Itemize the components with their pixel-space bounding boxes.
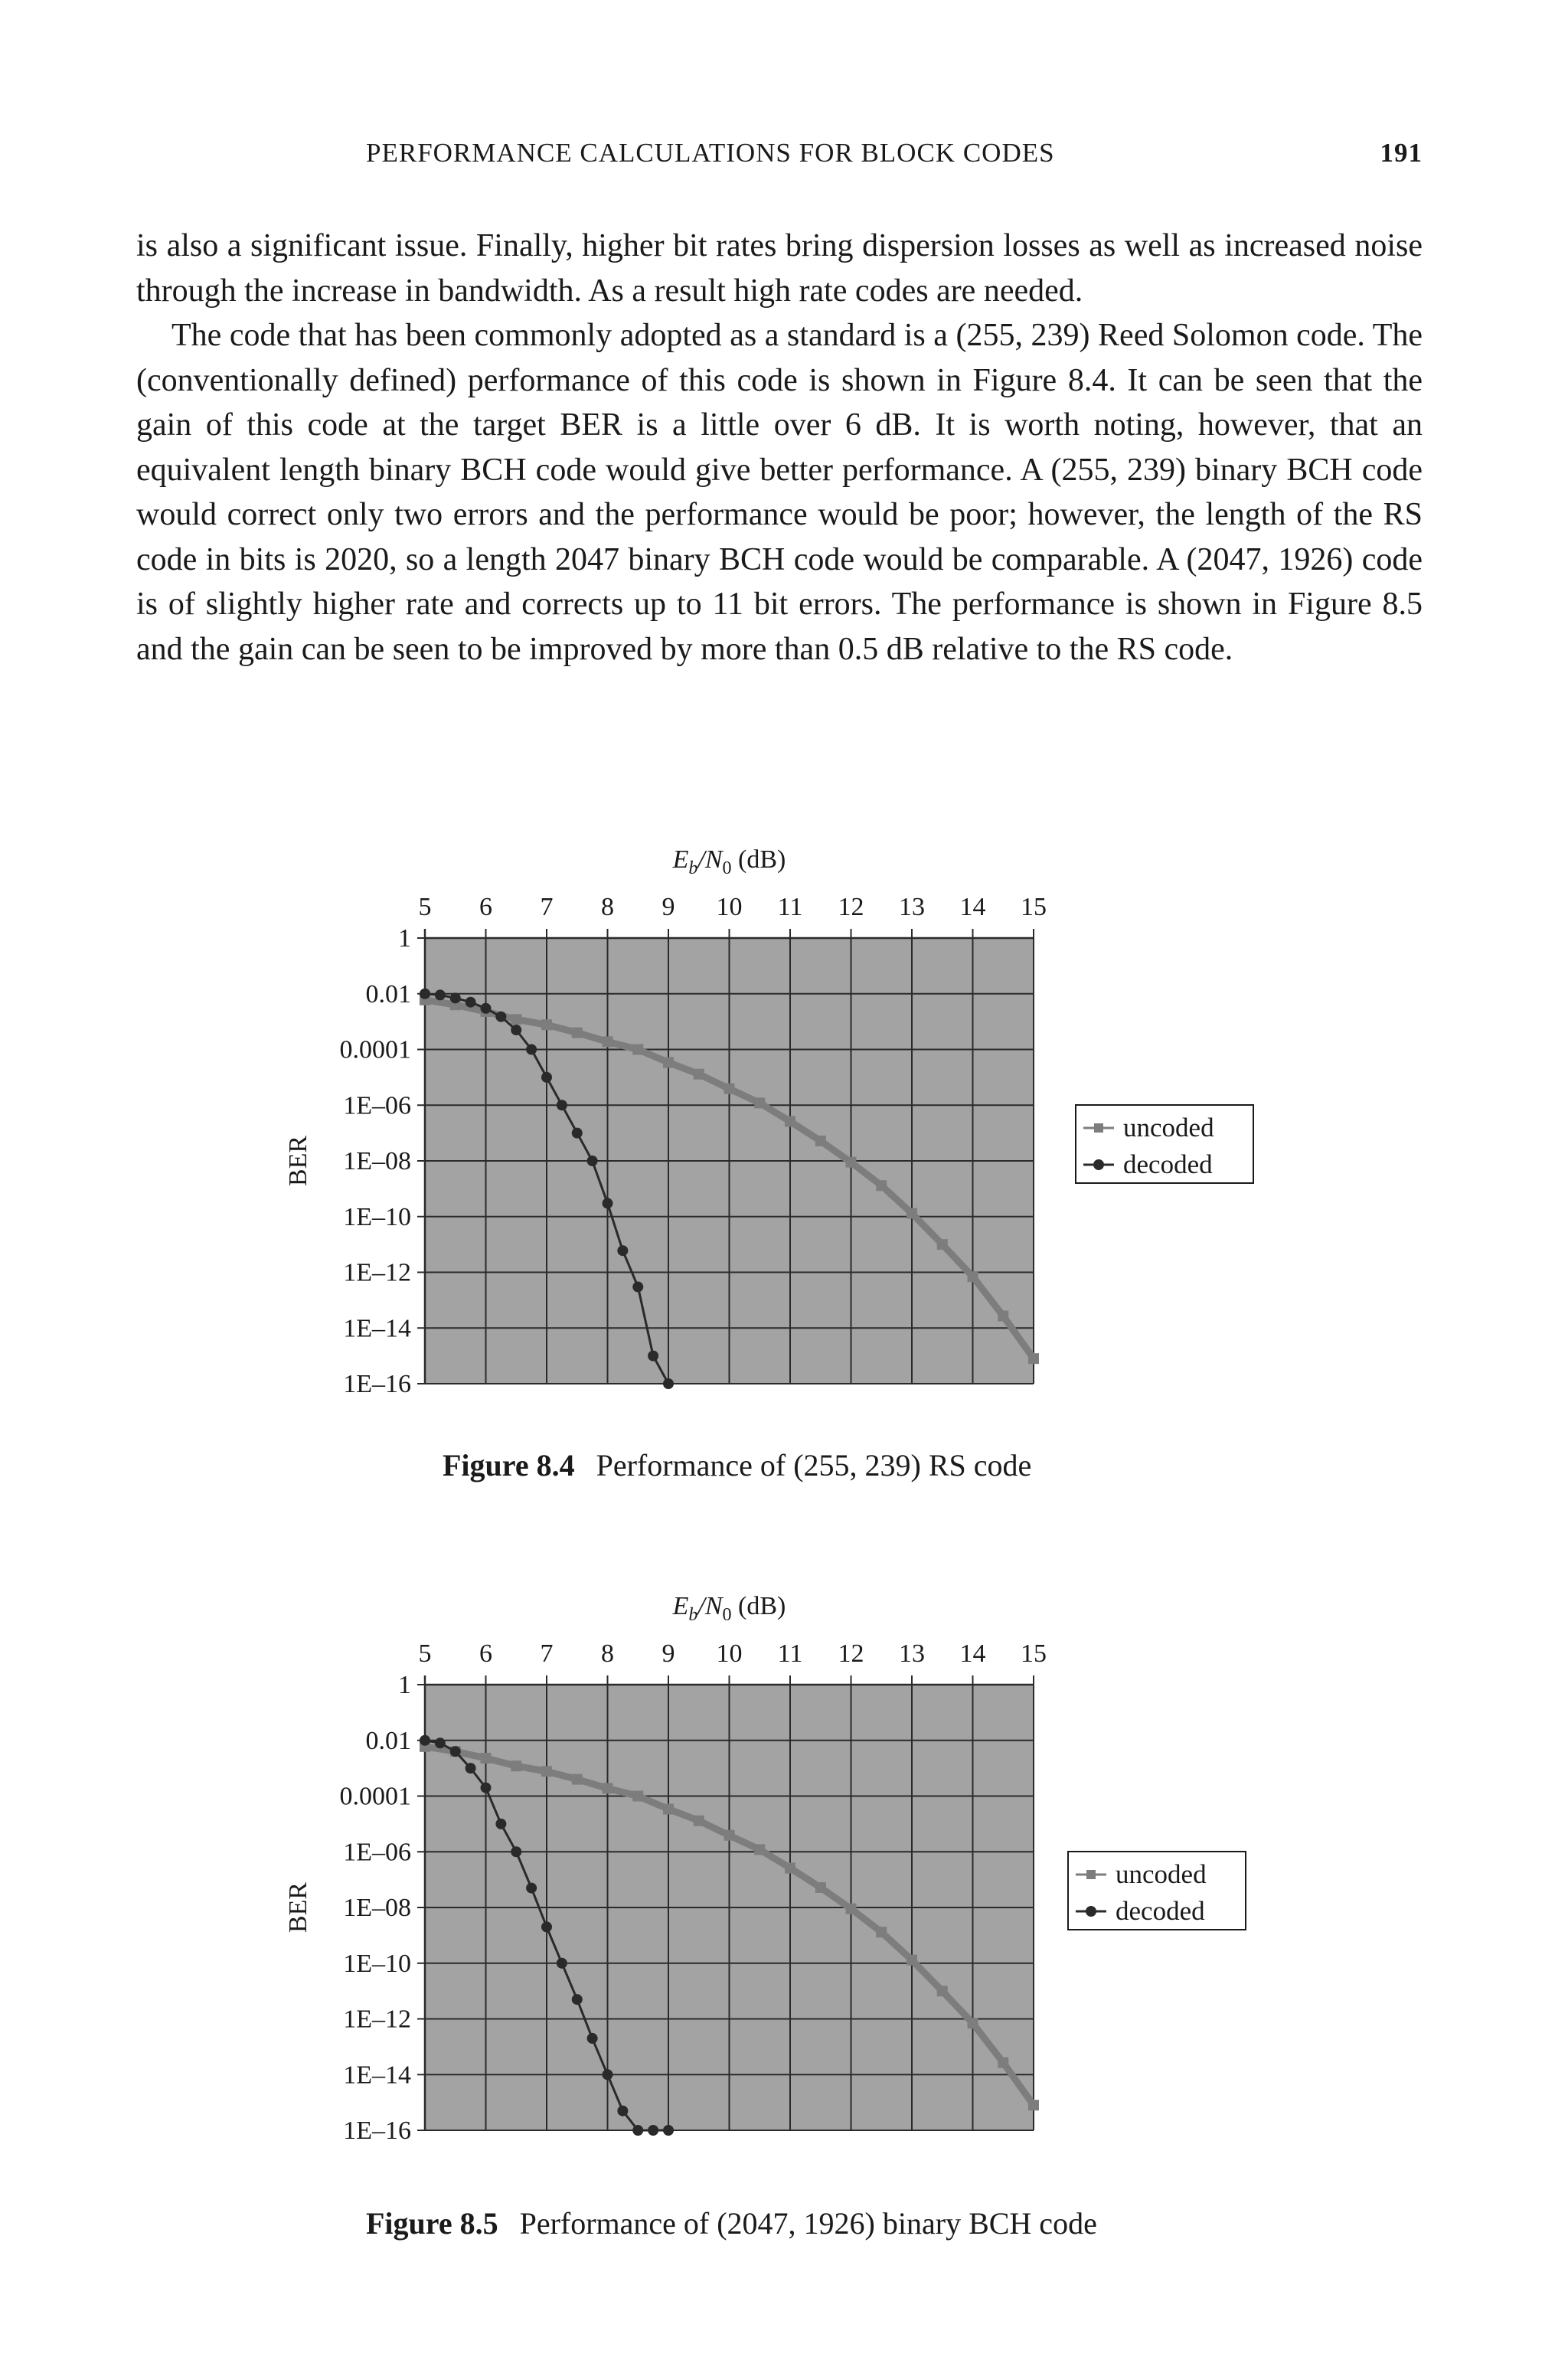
- data-point-uncoded: [906, 1208, 917, 1219]
- y-tick-label: 1: [398, 924, 411, 953]
- y-tick-label: 0.01: [365, 979, 411, 1008]
- y-tick-label: 1E–16: [343, 2117, 411, 2145]
- ber-chart-bch: [0, 1574, 1568, 2232]
- data-point-decoded: [648, 2125, 658, 2136]
- running-header: [366, 138, 1423, 184]
- figure-label: Figure 8.4: [443, 1448, 575, 1482]
- data-point-uncoded: [663, 1804, 674, 1815]
- data-point-uncoded: [998, 2058, 1008, 2068]
- data-point-decoded: [435, 1737, 446, 1748]
- data-point-uncoded: [511, 1760, 521, 1771]
- y-tick-label: 1E–12: [343, 2005, 411, 2034]
- data-point-decoded: [541, 1072, 552, 1083]
- y-tick-label: 1E–14: [343, 2061, 411, 2090]
- data-point-decoded: [663, 2125, 674, 2136]
- ber-chart-rs: [0, 827, 1568, 1486]
- paragraph-1: is also a significant issue. Finally, higher bit rates bring dispersion losses as well as increased noise through the increase in bandwidth. As a result high rate codes are needed.: [136, 228, 1423, 309]
- x-tick-label: 8: [601, 1639, 614, 1668]
- data-point-decoded: [495, 1819, 506, 1829]
- data-point-uncoded: [632, 1044, 643, 1055]
- figure-label: Figure 8.5: [366, 2206, 498, 2241]
- x-tick-label: 10: [716, 893, 743, 921]
- x-tick-label: 7: [540, 893, 554, 921]
- y-tick-label: 1E–10: [343, 1202, 411, 1231]
- data-point-uncoded: [694, 1069, 704, 1080]
- data-point-uncoded: [663, 1058, 674, 1068]
- y-tick-label: 1E–10: [343, 1949, 411, 1978]
- data-point-decoded: [632, 2125, 643, 2136]
- x-axis-title: $E_b/N_0$ (dB): [672, 845, 786, 878]
- data-point-decoded: [466, 997, 476, 1008]
- y-tick-label: 1E–08: [343, 1894, 411, 1922]
- data-point-decoded: [572, 1994, 583, 2005]
- data-point-uncoded: [754, 1097, 765, 1108]
- data-point-decoded: [511, 1846, 521, 1857]
- data-point-decoded: [466, 1763, 476, 1773]
- x-tick-label: 5: [418, 893, 432, 921]
- data-point-uncoded: [481, 1753, 492, 1764]
- data-point-uncoded: [785, 1116, 795, 1127]
- data-point-uncoded: [572, 1774, 583, 1785]
- x-tick-label: 9: [662, 893, 675, 921]
- y-tick-label: 0.0001: [339, 1782, 411, 1811]
- running-title: PERFORMANCE CALCULATIONS FOR BLOCK CODES: [366, 138, 1055, 168]
- data-point-uncoded: [968, 1271, 978, 1282]
- data-point-decoded: [557, 1100, 567, 1110]
- data-point-decoded: [450, 1746, 461, 1757]
- data-point-decoded: [603, 1198, 613, 1208]
- data-point-decoded: [511, 1025, 521, 1035]
- x-tick-label: 14: [959, 1639, 986, 1668]
- legend-label: uncoded: [1123, 1113, 1214, 1143]
- x-tick-label: 11: [777, 893, 803, 921]
- legend-marker-square: [1094, 1123, 1103, 1133]
- x-tick-label: 7: [540, 1639, 554, 1668]
- data-point-uncoded: [603, 1036, 613, 1047]
- data-point-uncoded: [572, 1028, 583, 1038]
- legend-marker-square: [1086, 1870, 1096, 1879]
- x-tick-label: 10: [716, 1639, 743, 1668]
- x-tick-label: 9: [662, 1639, 675, 1668]
- data-point-decoded: [572, 1128, 583, 1139]
- data-point-uncoded: [724, 1830, 735, 1841]
- data-point-decoded: [603, 2069, 613, 2080]
- x-tick-label: 15: [1021, 1639, 1047, 1668]
- data-point-decoded: [526, 1044, 537, 1055]
- data-point-uncoded: [694, 1816, 704, 1826]
- page-number: 191: [1380, 138, 1423, 168]
- x-tick-label: 12: [838, 1639, 864, 1668]
- y-tick-label: 1E–06: [343, 1838, 411, 1867]
- data-point-decoded: [617, 2106, 628, 2117]
- legend-marker-circle: [1093, 1159, 1104, 1170]
- data-point-uncoded: [541, 1019, 552, 1030]
- data-point-decoded: [481, 1783, 492, 1793]
- figure-8-4: [0, 827, 1568, 1516]
- data-point-uncoded: [846, 1904, 857, 1914]
- figure-8-5-caption: [366, 2205, 1097, 2241]
- data-point-decoded: [587, 2033, 598, 2044]
- y-axis-title: BER: [284, 1881, 312, 1934]
- x-tick-label: 13: [899, 1639, 925, 1668]
- data-point-uncoded: [541, 1766, 552, 1777]
- data-point-uncoded: [1028, 2100, 1039, 2110]
- data-point-decoded: [420, 989, 430, 999]
- data-point-decoded: [557, 1958, 567, 1969]
- x-tick-label: 6: [479, 1639, 492, 1668]
- data-point-decoded: [648, 1351, 658, 1362]
- data-point-uncoded: [968, 2018, 978, 2028]
- data-point-decoded: [481, 1003, 492, 1014]
- data-point-uncoded: [603, 1783, 613, 1793]
- data-point-decoded: [526, 1883, 537, 1894]
- x-tick-label: 13: [899, 893, 925, 921]
- figure-8-4-caption: [443, 1447, 1031, 1483]
- data-point-uncoded: [998, 1311, 1008, 1322]
- y-tick-label: 1E–16: [343, 1370, 411, 1398]
- data-point-decoded: [541, 1921, 552, 1932]
- paragraph-2: The code that has been commonly adopted as a standard is a (255, 239) Reed Solomon code. The (conventionally defined) performance of this code is shown in Figure 8.4. It can be seen that the gain of this code at the target BER is a little over 6 dB. It is worth noting, however, that an equivalent length binary BCH code would give better performance. A (255, 239) binary BCH code would correct only two errors and the performance would be poor; however, the length of the RS code in bits is 2020, so a length 2047 binary BCH code would be comparable. A (2047, 1926) code is of slightly higher rate and corrects up to 11 bit errors. The performance is shown in Figure 8.5 and the gain can be seen to be improved by more than 0.5 dB relative to the RS code.: [136, 318, 1423, 667]
- y-tick-label: 1E–08: [343, 1147, 411, 1175]
- data-point-decoded: [495, 1012, 506, 1022]
- data-point-decoded: [663, 1378, 674, 1389]
- data-point-uncoded: [876, 1180, 887, 1191]
- data-point-decoded: [587, 1156, 598, 1166]
- x-tick-label: 6: [479, 893, 492, 921]
- x-tick-label: 15: [1021, 893, 1047, 921]
- data-point-uncoded: [815, 1136, 826, 1146]
- y-tick-label: 1E–06: [343, 1091, 411, 1120]
- data-point-decoded: [450, 992, 461, 1003]
- data-point-uncoded: [724, 1084, 735, 1094]
- x-tick-label: 5: [418, 1639, 432, 1668]
- data-point-decoded: [420, 1735, 430, 1746]
- data-point-uncoded: [906, 1955, 917, 1966]
- legend-label: decoded: [1123, 1149, 1213, 1179]
- legend-marker-circle: [1086, 1906, 1096, 1917]
- legend: [1068, 1852, 1246, 1930]
- y-axis-title: BER: [284, 1135, 312, 1187]
- x-axis-title: $E_b/N_0$ (dB): [672, 1592, 786, 1625]
- data-point-uncoded: [632, 1791, 643, 1802]
- figure-caption-text: Performance of (255, 239) RS code: [596, 1448, 1032, 1482]
- data-point-decoded: [632, 1282, 643, 1293]
- x-tick-label: 8: [601, 893, 614, 921]
- figure-8-5: [0, 1574, 1568, 2293]
- data-point-uncoded: [815, 1882, 826, 1893]
- data-point-uncoded: [754, 1844, 765, 1855]
- y-tick-label: 0.01: [365, 1726, 411, 1755]
- legend-label: decoded: [1116, 1896, 1205, 1926]
- y-tick-label: 1E–12: [343, 1258, 411, 1287]
- figure-caption-text: Performance of (2047, 1926) binary BCH code: [519, 2206, 1097, 2241]
- y-tick-label: 1: [398, 1671, 411, 1699]
- body-text: [136, 224, 1423, 672]
- data-point-decoded: [435, 989, 446, 1000]
- data-point-uncoded: [1028, 1353, 1039, 1364]
- x-tick-label: 14: [959, 893, 986, 921]
- legend-label: uncoded: [1116, 1859, 1207, 1889]
- data-point-uncoded: [511, 1014, 521, 1025]
- data-point-decoded: [617, 1245, 628, 1256]
- y-tick-label: 0.0001: [339, 1035, 411, 1064]
- legend: [1076, 1105, 1253, 1183]
- y-tick-label: 1E–14: [343, 1314, 411, 1343]
- data-point-uncoded: [846, 1157, 857, 1168]
- x-tick-label: 11: [777, 1639, 803, 1668]
- x-tick-label: 12: [838, 893, 864, 921]
- data-point-uncoded: [937, 1239, 948, 1250]
- data-point-uncoded: [937, 1986, 948, 1996]
- data-point-uncoded: [876, 1927, 887, 1937]
- data-point-uncoded: [785, 1863, 795, 1874]
